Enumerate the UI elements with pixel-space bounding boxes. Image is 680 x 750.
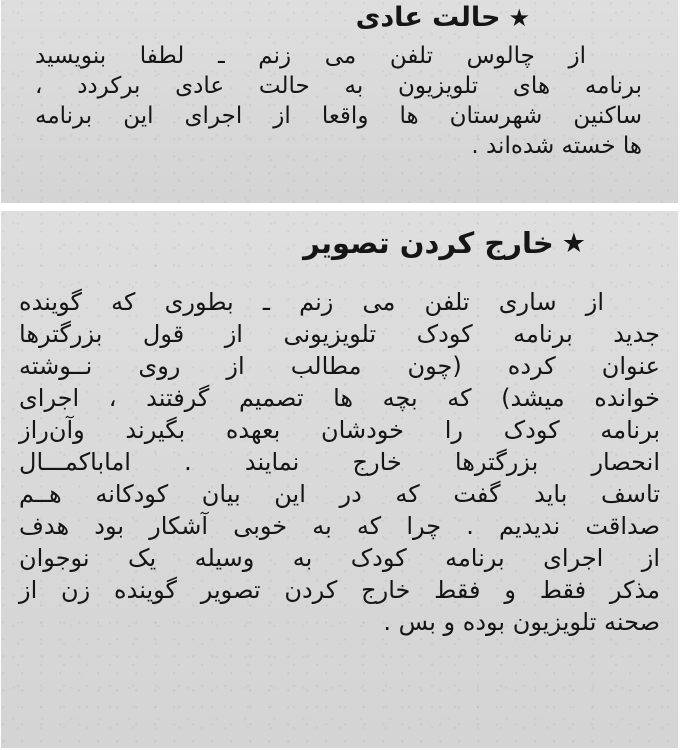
- article-text-line: صحنه تلویزیون بوده و بس .: [383, 608, 660, 636]
- article-title: خارج کردن تصویر: [303, 226, 554, 260]
- star-icon: ★: [508, 3, 530, 32]
- article-text-line: مذکر فقط و فقط خارج کردن تصویر گوینده زن از: [19, 576, 660, 604]
- article-title-row: [35, 4, 530, 31]
- article-text-line: از چالوس تلفن می زنم ـ لطفا بنویسید: [35, 43, 586, 69]
- article-text-line: صداقت ندیدیم . چرا که به خوبی آشکار بود هدف: [19, 512, 660, 540]
- article-text-line: برنامه کودک را خودشان بعهده بگیرند وآن‌راز: [19, 416, 660, 444]
- article-title-row: [19, 226, 586, 260]
- article-text-line: از اجرای برنامه کودک به وسیله یک نوجوان: [19, 544, 660, 572]
- article-text-line: خوانده میشد) که بچه ها تصمیم گرفتند ، اجرای: [19, 384, 660, 412]
- article-text-line: انحصار بزرگترها خارج نمایند . امابا‌کمـــال: [19, 448, 660, 476]
- article-text-line: ساکنین شهرستان ها واقعا از اجرای این برنامه: [35, 103, 642, 129]
- article-text-line: برنامه های تلویزیون به حالت عادی برکردد ،: [35, 73, 642, 99]
- clipping-separator: [0, 203, 680, 211]
- article-text-line: جدید برنامه کودک تلویزیونی از قول بزرگترها: [19, 320, 660, 348]
- article-text-line: تاسف باید گفت که در این بیان کودکانه هــم: [19, 480, 660, 508]
- article-text-line: از ساری تلفن می زنم ـ بطوری که گوینده: [19, 288, 604, 316]
- article-title: حالت عادی: [355, 2, 501, 33]
- article-text-line: عنوان کرده (چون مطالب از روی نــوشته: [19, 352, 660, 380]
- article-removing-image: [1, 211, 678, 748]
- article-text-line: ها خسته شده‌اند .: [471, 133, 642, 159]
- article-normal-state: [1, 0, 678, 203]
- star-icon: ★: [561, 228, 586, 259]
